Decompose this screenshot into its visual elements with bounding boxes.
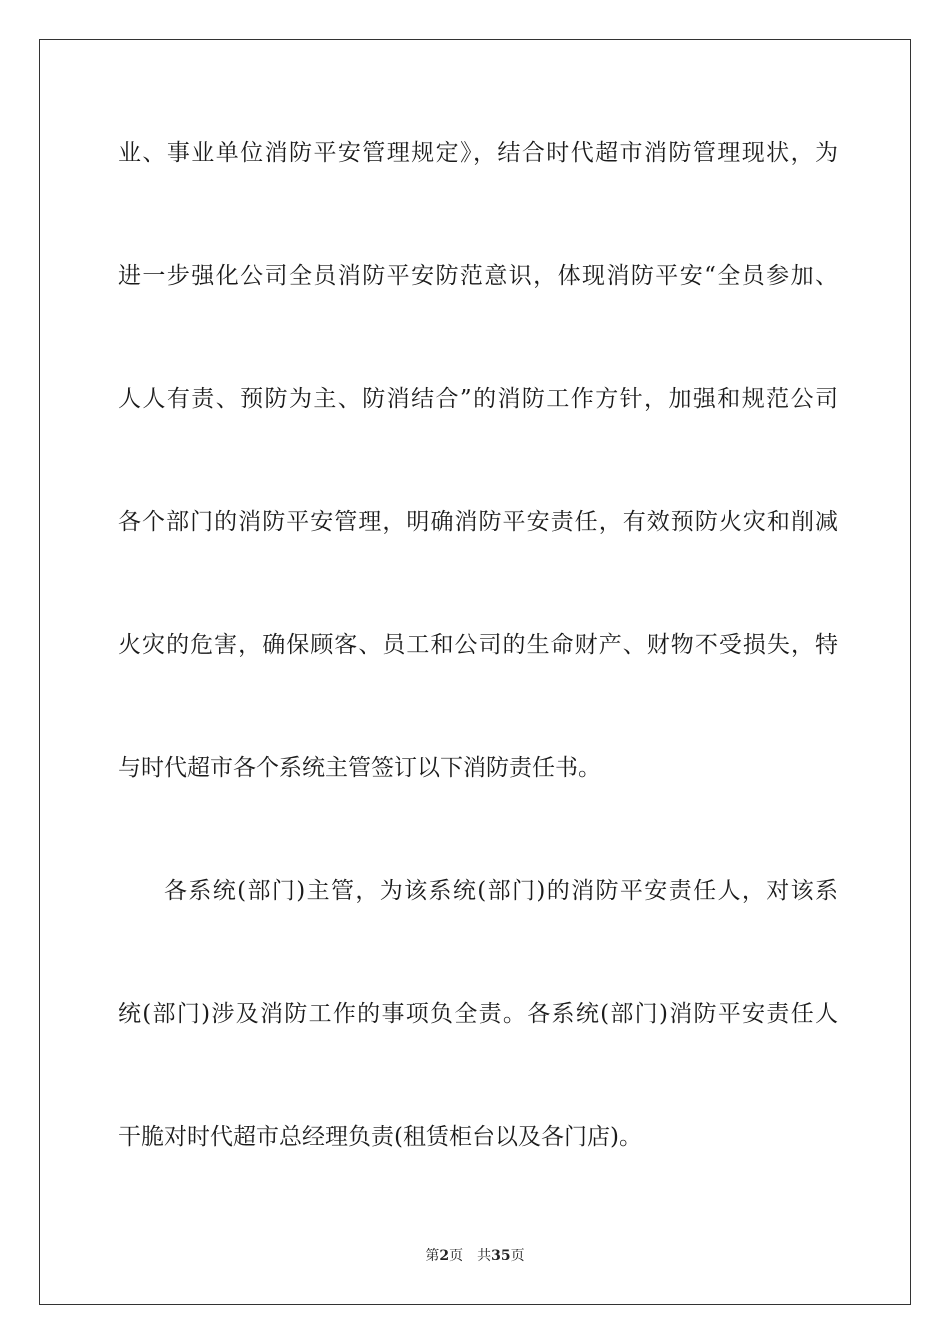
page-suffix: 页: [449, 1248, 464, 1264]
body-line-8: 统(部门)涉及消防工作的事项负全责。各系统(部门)消防平安责任人: [118, 1001, 838, 1027]
body-line-3: 人人有责、预防为主、防消结合”的消防工作方针，加强和规范公司: [118, 386, 838, 412]
page-footer: [0, 1247, 950, 1265]
body-line-6: 与时代超市各个系统主管签订以下消防责任书。: [118, 755, 601, 781]
body-line-7: 各系统(部门)主管，为该系统(部门)的消防平安责任人，对该系: [164, 878, 838, 904]
body-line-2: 进一步强化公司全员消防平安防范意识，体现消防平安“全员参加、: [118, 263, 838, 289]
body-line-9: 干脆对时代超市总经理负责(租赁柜台以及各门店)。: [118, 1124, 642, 1150]
body-line-5: 火灾的危害，确保顾客、员工和公司的生命财产、财物不受损失，特: [118, 632, 838, 658]
body-line-4: 各个部门的消防平安管理，明确消防平安责任，有效预防火灾和削减: [118, 509, 838, 535]
current-page-number: 2: [439, 1248, 450, 1264]
total-suffix: 页: [510, 1248, 525, 1264]
total-prefix: 共: [477, 1248, 492, 1264]
page-border: [39, 39, 911, 1305]
body-line-1: 业、事业单位消防平安管理规定》，结合时代超市消防管理现状，为: [118, 140, 838, 166]
page-prefix: 第: [425, 1248, 440, 1264]
total-page-count: 35: [491, 1248, 511, 1264]
